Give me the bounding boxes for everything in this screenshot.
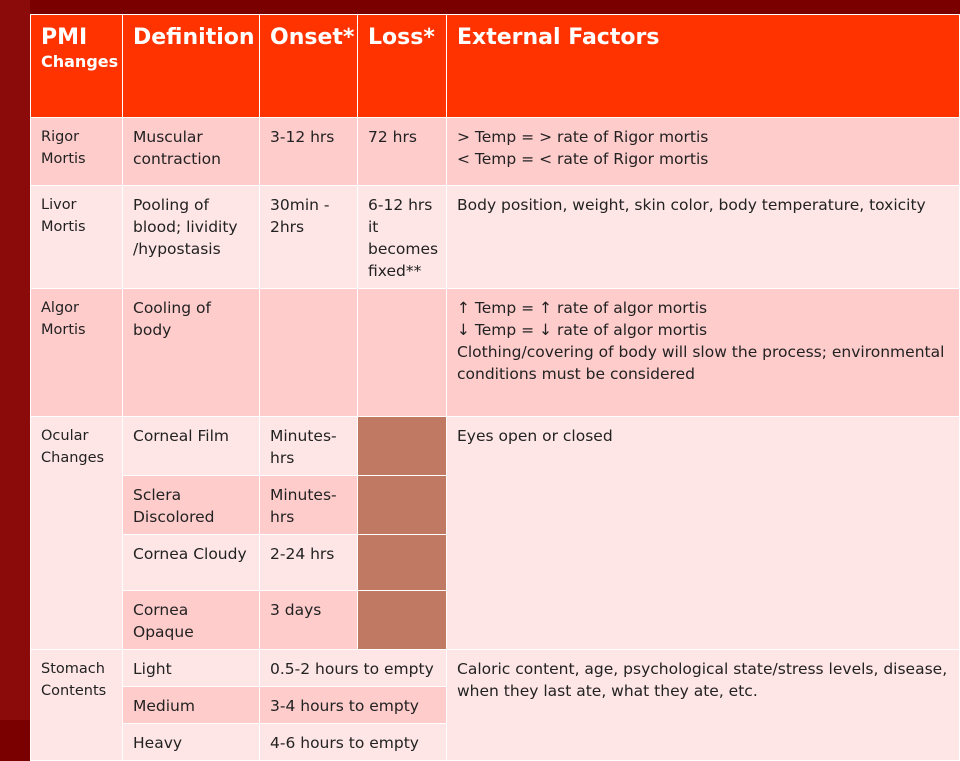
rigor-onset: 3-12 hrs: [260, 118, 358, 186]
stomach-onset-1: 0.5-2 hours to empty: [260, 650, 447, 687]
header-pmi: PMI Changes: [31, 15, 123, 118]
table-row-stomach-1: [31, 650, 960, 687]
rigor-external-line-2: < Temp = < rate of Rigor mortis: [457, 150, 709, 168]
livor-onset: 30min - 2hrs: [260, 186, 358, 289]
ocular-onset-4: 3 days: [260, 591, 358, 650]
rigor-loss: 72 hrs: [358, 118, 447, 186]
ocular-definition-2: Sclera Discolored: [123, 476, 260, 535]
stomach-definition-1: Light: [123, 650, 260, 687]
algor-external-line-1: ↑ Temp = ↑ rate of algor mortis: [457, 299, 708, 317]
header-external: External Factors: [447, 15, 960, 118]
header-onset: Onset*: [260, 15, 358, 118]
ocular-loss-4-blocked: [358, 591, 447, 650]
table-row-ocular-1: [31, 417, 960, 476]
livor-loss: 6-12 hrs it becomes fixed**: [358, 186, 447, 289]
table-row-algor: [31, 289, 960, 417]
ocular-onset-1: Minutes-hrs: [260, 417, 358, 476]
algor-external: [447, 289, 960, 417]
header-row: [31, 15, 960, 118]
header-loss: Loss*: [358, 15, 447, 118]
table-row-rigor: [31, 118, 960, 186]
header-pmi-sub: Changes: [41, 52, 119, 71]
stomach-external: Caloric content, age, psychological state/stress levels, disease, when they last ate, what they ate, etc.: [447, 650, 960, 761]
ocular-definition-3: Cornea Cloudy: [123, 535, 260, 591]
slide-left-band: [0, 0, 30, 720]
livor-name: Livor Mortis: [31, 186, 123, 289]
rigor-external: [447, 118, 960, 186]
ocular-loss-1-blocked: [358, 417, 447, 476]
ocular-loss-2-blocked: [358, 476, 447, 535]
table-row-livor: [31, 186, 960, 289]
header-definition: Definition: [123, 15, 260, 118]
stomach-definition-2: Medium: [123, 687, 260, 724]
rigor-external-line-1: > Temp = > rate of Rigor mortis: [457, 128, 709, 146]
stomach-name: Stomach Contents: [31, 650, 123, 761]
ocular-definition-4: Cornea Opaque: [123, 591, 260, 650]
algor-loss: [358, 289, 447, 417]
ocular-onset-3: 2-24 hrs: [260, 535, 358, 591]
ocular-definition-1: Corneal Film: [123, 417, 260, 476]
rigor-definition: Muscular contraction: [123, 118, 260, 186]
ocular-loss-3-blocked: [358, 535, 447, 591]
stomach-definition-3: Heavy: [123, 724, 260, 761]
algor-onset: [260, 289, 358, 417]
rigor-name: Rigor Mortis: [31, 118, 123, 186]
ocular-external: Eyes open or closed: [447, 417, 960, 650]
livor-definition: Pooling of blood; lividity /hypostasis: [123, 186, 260, 289]
algor-definition: Cooling of body: [123, 289, 260, 417]
pmi-table: [30, 14, 960, 761]
livor-external: Body position, weight, skin color, body temperature, toxicity: [447, 186, 960, 289]
algor-external-line-3: Clothing/covering of body will slow the process; environmental conditions must be considered: [457, 343, 945, 383]
stomach-onset-3: 4-6 hours to empty: [260, 724, 447, 761]
algor-external-line-2: ↓ Temp = ↓ rate of algor mortis: [457, 321, 708, 339]
stomach-onset-2: 3-4 hours to empty: [260, 687, 447, 724]
algor-name: Algor Mortis: [31, 289, 123, 417]
ocular-name: Ocular Changes: [31, 417, 123, 650]
ocular-onset-2: Minutes-hrs: [260, 476, 358, 535]
